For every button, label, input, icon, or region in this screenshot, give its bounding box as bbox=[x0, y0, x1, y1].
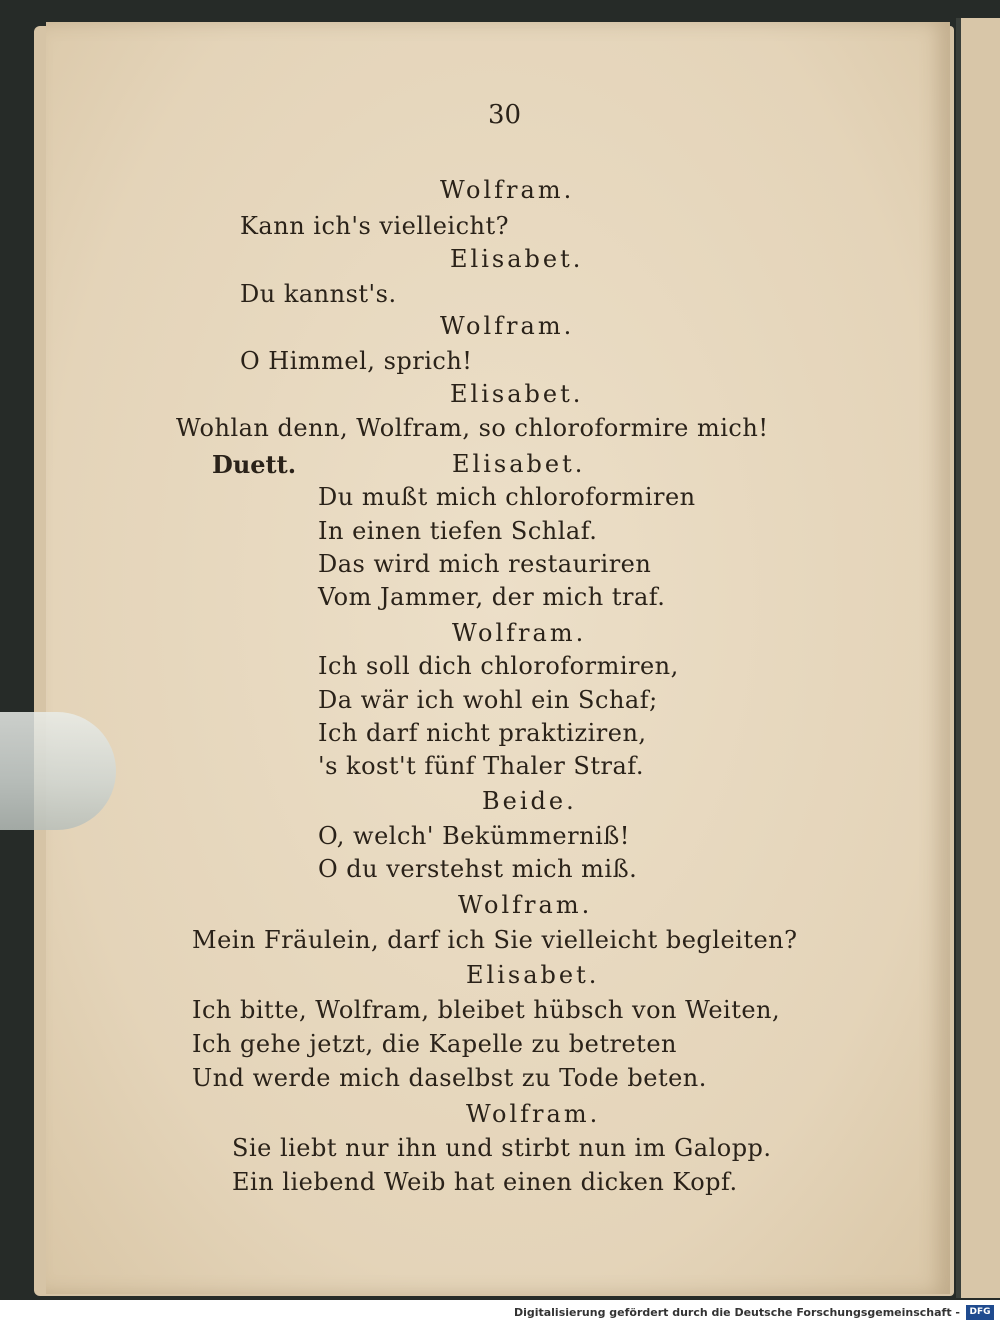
page-number: 30 bbox=[488, 100, 522, 130]
verse-line: Ich gehe jetzt, die Kapelle zu betreten bbox=[192, 1030, 677, 1058]
facing-page-edge bbox=[956, 18, 1000, 1298]
verse-line: Da wär ich wohl ein Schaf; bbox=[318, 686, 658, 714]
verse-line: In einen tiefen Schlaf. bbox=[318, 517, 598, 545]
verse-line: Vom Jammer, der mich traf. bbox=[318, 583, 666, 611]
speaker-name: Wolfram. bbox=[440, 312, 575, 340]
verse-line: Das wird mich restauriren bbox=[318, 550, 652, 578]
verse-line: Ich darf nicht praktiziren, bbox=[318, 719, 647, 747]
verse-line: 's kost't fünf Thaler Straf. bbox=[318, 752, 644, 780]
verse-line: Mein Fräulein, darf ich Sie vielleicht begleiten? bbox=[192, 926, 798, 954]
dfg-logo-icon: DFG bbox=[966, 1305, 994, 1320]
funding-credit: Digitalisierung gefördert durch die Deutsche Forschungsgemeinschaft - bbox=[513, 1306, 960, 1319]
verse-line: Sie liebt nur ihn und stirbt nun im Galopp. bbox=[232, 1134, 772, 1162]
speaker-name: Elisabet. bbox=[450, 380, 584, 408]
verse-line: Und werde mich daselbst zu Tode beten. bbox=[192, 1064, 707, 1092]
verse-line: Du kannst's. bbox=[240, 280, 397, 308]
speaker-name: Beide. bbox=[482, 787, 577, 815]
verse-line: O, welch' Bekümmerniß! bbox=[318, 822, 630, 850]
verse-line: Wohlan denn, Wolfram, so chloroformire mich! bbox=[176, 414, 769, 442]
page-clip bbox=[0, 712, 116, 830]
verse-line: Kann ich's vielleicht? bbox=[240, 212, 509, 240]
verse-line: Du mußt mich chloroformiren bbox=[318, 483, 696, 511]
speaker-name: Elisabet. bbox=[466, 961, 600, 989]
verse-line: O du verstehst mich miß. bbox=[318, 855, 638, 883]
verse-line: Ich bitte, Wolfram, bleibet hübsch von Weiten, bbox=[192, 996, 781, 1024]
verse-line: O Himmel, sprich! bbox=[240, 347, 473, 375]
speaker-name: Elisabet. bbox=[450, 245, 584, 273]
speaker-name: Wolfram. bbox=[452, 619, 587, 647]
duet-label: Duett. bbox=[212, 450, 297, 479]
speaker-name: Wolfram. bbox=[458, 891, 593, 919]
speaker-name: Wolfram. bbox=[440, 176, 575, 204]
verse-line: Ich soll dich chloroformiren, bbox=[318, 652, 679, 680]
speaker-name: Elisabet. bbox=[452, 450, 586, 478]
speaker-name: Wolfram. bbox=[466, 1100, 601, 1128]
footer-bar bbox=[0, 1300, 1000, 1326]
verse-line: Ein liebend Weib hat einen dicken Kopf. bbox=[232, 1168, 738, 1196]
